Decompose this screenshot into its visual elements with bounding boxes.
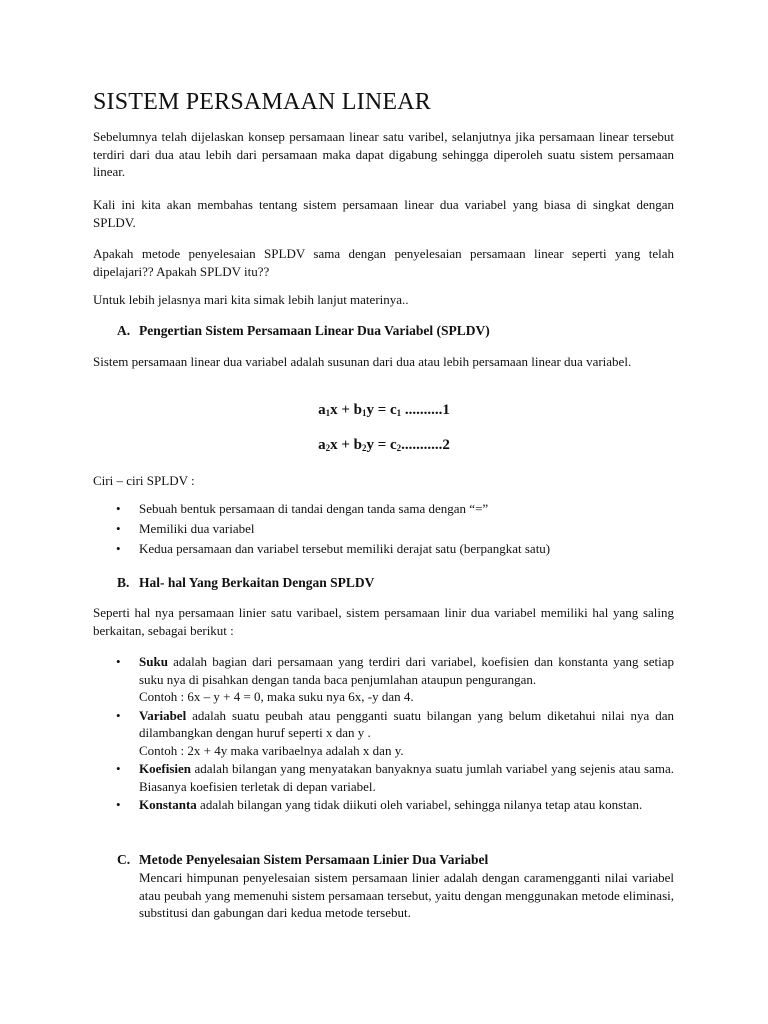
term-label: Konstanta — [139, 797, 197, 812]
section-a-heading — [117, 322, 490, 340]
ciri-label: Ciri – ciri SPLDV : — [93, 473, 195, 488]
term-label: Suku — [139, 654, 168, 669]
list-item: • Memiliki dua variabel — [116, 521, 255, 536]
list-item: • Konstanta adalah bilangan yang tidak diikuti oleh variabel, sehingga nilanya tetap atau konstan. — [116, 797, 643, 812]
terms-list — [113, 653, 674, 814]
section-b-text: Seperti hal nya persamaan linier satu varibael, sistem persamaan linir dua variabel memiliki hal yang saling berkaitan, sebagai berikut : — [93, 605, 674, 638]
list-item: • Suku adalah bagian dari persamaan yang terdiri dari variabel, koefisien dan konstanta yang setiap suku nya di pisahkan dengan tanda baca penjumlahan ataupun pengurangan. Contoh : 6x – y + 4 = 0, maka suku nya 6x, -y dan 4. — [116, 654, 674, 704]
page-title: SISTEM PERSAMAAN LINEAR — [93, 89, 431, 115]
intro-paragraph-1: Sebelumnya telah dijelaskan konsep persamaan linear satu varibel, selanjutnya jika persamaan linear tersebut terdiri dari dua atau lebih dari persamaan maka dapat digabung sehingga diperoleh suatu sistem persamaan linear. — [93, 129, 674, 179]
bullet-icon: • — [116, 501, 121, 516]
section-b-title: Hal- hal Yang Berkaitan Dengan SPLDV — [139, 575, 375, 590]
section-b-heading — [117, 574, 374, 592]
ciri-list — [113, 500, 550, 560]
equation-1: $a_1x + b_1y = c_1$ ..........1 — [318, 402, 450, 418]
bullet-icon: • — [116, 761, 121, 776]
bullet-icon: • — [116, 521, 121, 536]
list-item: • Koefisien adalah bilangan yang menyatakan banyaknya suatu jumlah variabel yang sejenis atau sama. Biasanya koefisien terletak di depan variabel. — [116, 761, 674, 794]
intro-paragraph-2: Kali ini kita akan membahas tentang sistem persamaan linear dua variabel yang biasa di singkat dengan SPLDV. — [93, 197, 674, 230]
list-item: • Sebuah bentuk persamaan di tandai dengan tanda sama dengan “=” — [116, 501, 489, 516]
section-c-heading — [117, 851, 488, 869]
term-label: Variabel — [139, 707, 187, 723]
term-example: Contoh : 6x – y + 4 = 0, maka suku nya 6x, -y dan 4. — [139, 689, 414, 704]
section-a-marker: A. — [117, 323, 131, 338]
term-label: Koefisien — [139, 761, 191, 776]
bullet-icon: • — [116, 707, 121, 723]
section-c-text: Mencari himpunan penyelesaian sistem persamaan linier adalah dengan caramengganti nilai variabel atau peubah yang memenuhi sistem persamaan tersebut, yaitu dengan menggunakan metode eliminasi, substitusi dan gabungan dari kedua metode tersebut. — [139, 870, 674, 920]
list-item: • Kedua persamaan dan variabel tersebut memiliki derajat satu (berpangkat satu) — [116, 541, 551, 556]
section-c-marker: C. — [117, 852, 131, 867]
bullet-icon: • — [116, 654, 121, 669]
term-example: Contoh : 2x + 4y maka varibaelnya adalah x dan y. — [139, 742, 404, 758]
bullet-icon: • — [116, 541, 121, 556]
bullet-icon: • — [116, 797, 121, 812]
section-a-text: Sistem persamaan linear dua variabel adalah susunan dari dua atau lebih persamaan linear dua variabel. — [93, 354, 632, 369]
section-b-marker: B. — [117, 575, 130, 590]
equation-2: $a_2x + b_2y = c_2...........2$ — [318, 437, 450, 453]
intro-paragraph-3: Apakah metode penyelesaian SPLDV sama dengan penyelesaian persamaan linear seperti yang telah dipelajari?? Apakah SPLDV itu?? — [93, 246, 674, 279]
list-item: • Variabel adalah suatu peubah atau pengganti suatu bilangan yang belum diketahui nilai nya dan dilambangkan dengan huruf seperti x dan y . Contoh : 2x + 4y maka varibaelnya adalah x dan y. — [116, 707, 674, 758]
intro-paragraph-4: Untuk lebih jelasnya mari kita simak lebih lanjut materinya.. — [93, 292, 409, 307]
section-a-title: Pengertian Sistem Persamaan Linear Dua Variabel (SPLDV) — [139, 323, 490, 338]
section-c-title: Metode Penyelesaian Sistem Persamaan Linier Dua Variabel — [139, 852, 489, 867]
